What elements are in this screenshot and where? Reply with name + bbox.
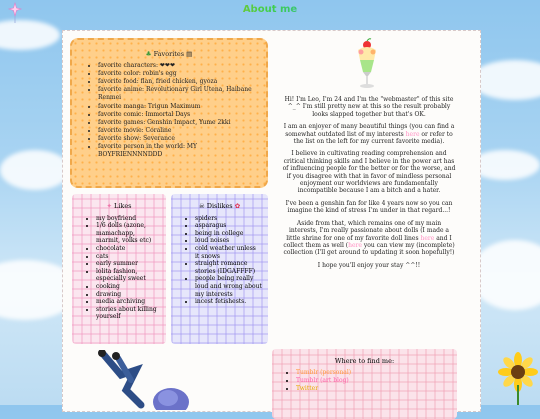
list-item: [296, 377, 451, 385]
list-item: • my boyfriend: [96, 215, 160, 223]
about-paragraph: Hi! I'm Leo, I'm 24 and I'm the "webmaster" of this site ^_^ I'm still pretty new at this so the result probably looks slapped together but that's OK.: [284, 96, 454, 118]
list-item: [296, 385, 451, 393]
list-item: • spiders: [195, 215, 262, 223]
list-item: • favorite games: Genshin Impact, Yume 2kki: [98, 119, 258, 127]
list-item: • favorite food: flan, fried chicken, gyoza: [98, 78, 258, 86]
dislikes-box: [171, 194, 268, 344]
tumblr-personal-link[interactable]: Tumblr (personal): [296, 369, 352, 376]
about-text: or refer to the list on the left for my current favorite media).: [293, 130, 453, 146]
dislikes-heading: [177, 203, 262, 211]
list-item: • cats: [96, 253, 160, 261]
sunflower-icon: [498, 352, 538, 405]
likes-title: Likes: [114, 202, 132, 210]
clover-icon: ♣: [145, 50, 152, 58]
likes-box: [72, 194, 166, 344]
about-paragraph: I've been a genshin fan for like 4 years now so you can imagine the kind of stress I'm under in that regard...!: [285, 199, 453, 215]
where-to-find-box: [272, 349, 457, 419]
favorites-heading: [80, 50, 258, 58]
list-item: • being in college: [195, 230, 262, 238]
likes-heading: [78, 203, 160, 211]
list-item: • favorite manga: Trigun Maximum: [98, 103, 258, 111]
list-item: • media archiving: [96, 298, 160, 306]
tumblr-art-link[interactable]: Tumblr (art blog): [296, 377, 349, 384]
list-item: • 1/6 dolls (azone, mamachapp, marmit, volks etc): [96, 222, 160, 245]
bow-icon: ✿: [234, 202, 241, 210]
doll-collection-link[interactable]: here: [348, 241, 362, 249]
doll-figures-image: [96, 350, 216, 410]
list-item: • favorite characters: ❤❤❤: [98, 62, 258, 70]
list-item: • loud noises: [195, 237, 262, 245]
about-text: and I collect them as well (: [283, 234, 452, 249]
list-item: • favorite person in the world: MY BOYFRIENNNNDDD: [98, 143, 258, 159]
parfait-icon: [352, 38, 382, 90]
about-paragraph: I hope you'll enjoy your stay ^^!!: [317, 261, 421, 269]
where-title: Where to find me:: [334, 357, 395, 365]
social-links-list: [278, 369, 451, 393]
interests-link[interactable]: here: [405, 130, 420, 138]
list-item: • cooking: [96, 283, 160, 291]
list-item: • straight romance stories (IDGAFFFF): [195, 260, 262, 275]
favorites-list: [80, 62, 258, 159]
list-item: • early summer: [96, 260, 160, 268]
likes-list: [78, 215, 160, 321]
list-item: • favorite comic: Immortal Days: [98, 111, 258, 119]
list-item: • favorite anime: Revolutionary Girl Utena, Haibane Renmei: [98, 86, 258, 102]
about-paragraph: I believe in cultivating reading comprehension and critical thinking skills and I believe in the power art has of influencing people for the better or for the worse, and if you disagree with that in favor of mindless personal enjoyment our worldviews are fundamentally incompatible because I am a bitch and a hater.: [282, 150, 456, 195]
background-cloud: [0, 20, 60, 50]
sparkle-icon: ✦: [106, 202, 112, 210]
twitter-link[interactable]: Twitter: [296, 385, 319, 392]
list-item: • stories about killing yourself: [96, 306, 160, 321]
list-item: • people being really loud and wrong about my interests: [195, 275, 262, 298]
dislikes-list: [177, 215, 262, 306]
list-item: • drawing: [96, 291, 160, 299]
favorites-box: [70, 38, 268, 188]
about-text: Aside from that, which remains one of my main interests, I'm really passionate about dolls (I made a little shrine for one of my favorite doll lines: [286, 219, 449, 242]
about-text: you can view my (incomplete) collection (I'll get around to updating it soon hopefully!): [283, 241, 455, 257]
page-title: About me: [0, 4, 540, 15]
skull-icon: ☠: [198, 202, 205, 210]
about-paragraph: [282, 123, 456, 145]
favorites-title: Favorites: [153, 50, 185, 58]
list-item: • incest fetishests.: [195, 298, 262, 306]
list-item: • chocolate: [96, 245, 160, 253]
list-item: • favorite show: Severance: [98, 135, 258, 143]
about-text: I am an enjoyer of many beautiful things (you can find a somewhat outdated list of my interests: [283, 123, 455, 138]
about-section: [282, 96, 456, 274]
list-item: • asparagus: [195, 222, 262, 230]
gift-icon: ▤: [186, 50, 193, 58]
dislikes-title: Dislikes: [206, 202, 233, 210]
list-item: • favorite color: robin's egg: [98, 70, 258, 78]
doll-shrine-link[interactable]: here: [420, 234, 435, 242]
list-item: • lolita fashion, especially sweet: [96, 268, 160, 283]
list-item: [296, 369, 451, 377]
list-item: • favorite movie: Coraline: [98, 127, 258, 135]
background-cloud: [0, 150, 70, 190]
about-paragraph: [282, 220, 456, 257]
list-item: • cold weather unless it snows: [195, 245, 262, 260]
